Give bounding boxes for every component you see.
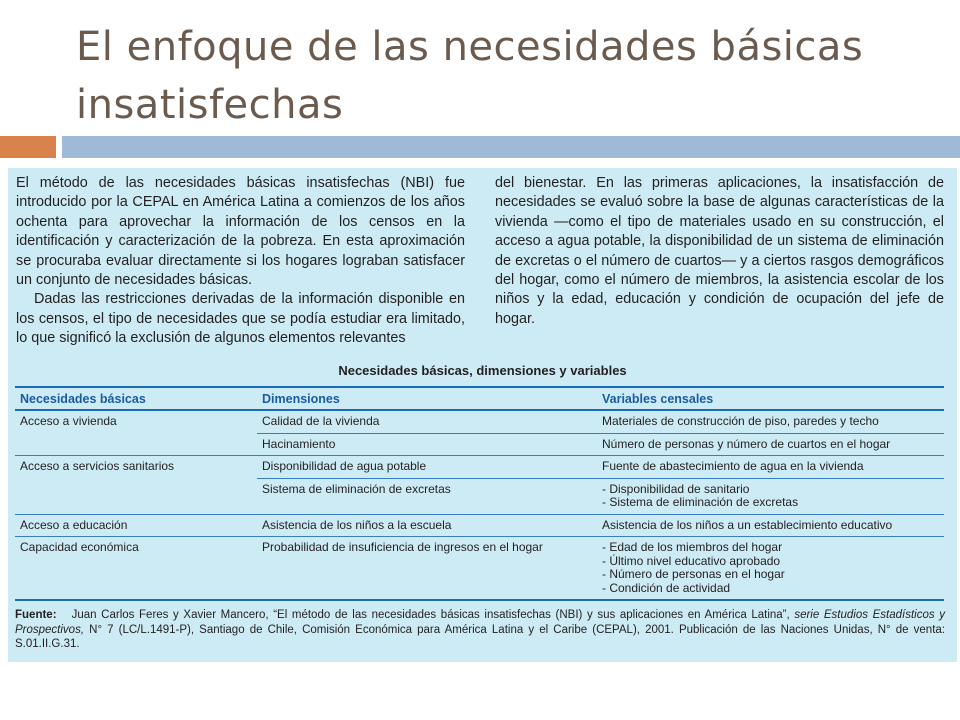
accent-bar-orange xyxy=(0,136,56,158)
source-note xyxy=(15,608,945,652)
cell-need: Capacidad económica xyxy=(15,537,257,601)
accent-bar-blue xyxy=(62,136,960,158)
text-column-left xyxy=(16,174,465,349)
source-text-italic: serie Estudios Estadísticos y Prospectivos, xyxy=(15,609,945,636)
cell-dimension: Hacinamiento xyxy=(257,433,597,456)
variable-item: - Condición de actividad xyxy=(602,580,731,595)
slide-title: El enfoque de las necesidades básicas insatisfechas xyxy=(76,24,864,128)
cell-dimension: Sistema de eliminación de excretas xyxy=(257,478,597,514)
source-text-a: Juan Carlos Feres y Xavier Mancero, “El método de las necesidades básicas insatisfechas (NBI) y sus aplicaciones en América Latina”, xyxy=(71,609,790,621)
cell-dimension: Probabilidad de insuficiencia de ingresos en el hogar xyxy=(257,537,597,601)
column-header: Dimensiones xyxy=(257,387,597,410)
variable-item: - Edad de los miembros del hogar xyxy=(602,540,783,554)
cell-need: Acceso a vivienda xyxy=(20,414,117,428)
table-header-row xyxy=(15,387,944,410)
cell-need xyxy=(15,433,257,456)
source-text-b: N° 7 (LC/L.1491-P), Santiago de Chile, Comisión Económica para América Latina y el Caribe (CEPAL), 2001. Publicación de las Naciones Unidas, N° de venta: S.01.II.G.31. xyxy=(15,623,945,650)
table-title: Necesidades básicas, dimensiones y variables xyxy=(338,363,627,378)
cell-dimension: Disponibilidad de agua potable xyxy=(257,456,597,479)
table-row xyxy=(15,537,944,601)
table-row xyxy=(15,514,944,537)
cell-variables xyxy=(597,537,944,601)
paragraph: El método de las necesidades básicas insatisfechas (NBI) fue introducido por la CEPAL en América Latina a comienzos de los años ochenta para aprovechar la información de los censos en la identificación y caracterización de la pobreza. En esta aproximación se procuraba evaluar directamente si los hogares lograban satisfacer un conjunto de necesidades básicas. xyxy=(16,175,465,289)
cell-variables: Asistencia de los niños a un establecimiento educativo xyxy=(597,514,944,537)
variable-item: - Último nivel educativo aprobado xyxy=(602,553,781,568)
cell-need xyxy=(15,478,257,514)
paragraph: Dadas las restricciones derivadas de la información disponible en los censos, el tipo de necesidades que se podía estudiar era limitado, lo que significó la exclusión de algunos elementos relevantes xyxy=(16,291,465,347)
column-header: Variables censales xyxy=(597,387,944,410)
column-header: Necesidades básicas xyxy=(15,387,257,410)
cell-variables: Número de personas y número de cuartos en el hogar xyxy=(597,433,944,456)
cell-variables: Materiales de construcción de piso, paredes y techo xyxy=(602,414,879,428)
cell-dimension: Asistencia de los niños a la escuela xyxy=(257,514,597,537)
variable-item: - Número de personas en el hogar xyxy=(602,567,785,581)
table-row xyxy=(15,410,944,433)
content-panel xyxy=(8,168,957,662)
needs-table xyxy=(15,386,944,601)
cell-variables xyxy=(597,478,944,514)
variable-item: - Sistema de eliminación de excretas xyxy=(602,495,799,509)
paragraph: del bienestar. En las primeras aplicaciones, la insatisfacción de necesidades se evaluó sobre la base de algunas características de la vivienda —como el tipo de materiales usado en su construcción, el acceso a agua potable, la disponibilidad de un sistema de eliminación de excretas o el número de cuartos— y a ciertos rasgos demográficos del hogar, como el número de miembros, la asistencia escolar de los niños y la edad, educación y condición de ocupación del jefe de hogar. xyxy=(495,175,944,327)
table-row xyxy=(15,478,944,514)
cell-need: Acceso a educación xyxy=(15,514,257,537)
cell-dimension: Calidad de la vivienda xyxy=(262,414,380,428)
text-column-right xyxy=(495,174,944,329)
cell-need: Acceso a servicios sanitarios xyxy=(15,456,257,479)
cell-variables: Fuente de abastecimiento de agua en la vivienda xyxy=(597,456,944,479)
table-row xyxy=(15,456,944,479)
table-row xyxy=(15,433,944,456)
variable-item: - Disponibilidad de sanitario xyxy=(602,481,750,496)
source-label: Fuente: xyxy=(15,609,57,621)
